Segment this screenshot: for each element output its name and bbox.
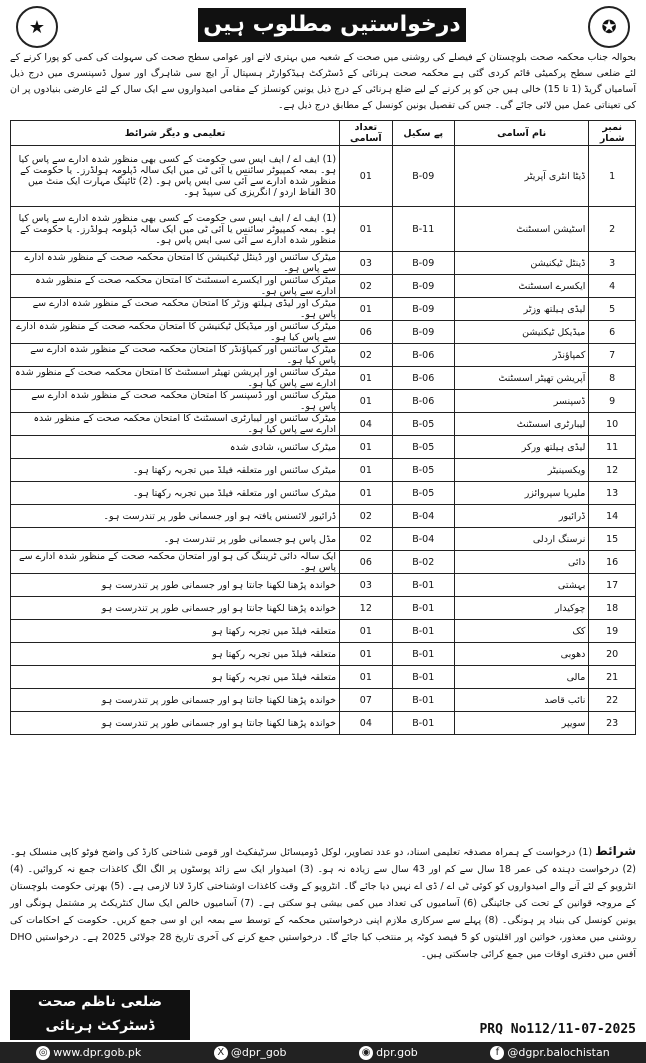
cell-post-name: چوکیدار [454, 597, 589, 620]
cell-scale: B-01 [392, 712, 454, 735]
table-row [11, 459, 636, 482]
cell-post-name: ڈینٹل ٹیکنیشن [454, 252, 589, 275]
cell-post-name: ڈسپنسر [454, 390, 589, 413]
cell-requirements: خواندہ پڑھنا لکھنا جانتا ہو اور جسمانی طور پر تندرست ہو [11, 574, 340, 597]
cell-requirements: ایک سالہ دائی ٹریننگ کی ہو اور امتحان محکمہ صحت کے منظور شدہ ادارے سے پاس ہو۔ [11, 551, 340, 574]
cell-serial: 8 [589, 367, 636, 390]
cell-serial: 12 [589, 459, 636, 482]
cell-count: 01 [340, 207, 393, 252]
cell-post-name: ڈیٹا انٹری آپریٹر [454, 146, 589, 207]
table-row [11, 689, 636, 712]
cell-requirements: (1) ایف اے / ایف ایس سی حکومت کے کسی بھی منظور شدہ ادارے سے پاس کیا ہو۔ بمعہ کمپیوٹر سائنس یا آئی ٹی میں ایک سالہ ڈپلومہ ہولڈرز۔ یا حکومت کے منظور شدہ ادارے سے آئی سی ایس پاس ہو۔ [11, 207, 340, 252]
cell-count: 04 [340, 712, 393, 735]
cell-requirements: میٹرک سائنس اور میڈیکل ٹیکنیشن کا امتحان محکمہ صحت کے منظور شدہ ادارے سے پاس کیا ہو۔ [11, 321, 340, 344]
cell-post-name: نائب قاصد [454, 689, 589, 712]
cell-requirements: میٹرک سائنس اور ڈسپنسر کا امتحان محکمہ صحت کے منظور شدہ ادارے سے پاس ہو۔ [11, 390, 340, 413]
header-requirements: تعلیمی و دیگر شرائط [11, 121, 340, 146]
cell-count: 01 [340, 643, 393, 666]
cell-scale: B-06 [392, 344, 454, 367]
cell-requirements: میٹرک سائنس اور ایکسرے اسسٹنٹ کا امتحان محکمہ صحت کے منظور شدہ ادارے سے پاس ہو۔ [11, 275, 340, 298]
cell-serial: 5 [589, 298, 636, 321]
cell-scale: B-11 [392, 207, 454, 252]
cell-scale: B-05 [392, 436, 454, 459]
cell-serial: 4 [589, 275, 636, 298]
cell-scale: B-01 [392, 574, 454, 597]
table-row [11, 666, 636, 689]
table-row [11, 482, 636, 505]
cell-count: 02 [340, 275, 393, 298]
globe-icon: ◎ [36, 1046, 50, 1060]
table-row [11, 712, 636, 735]
footer-facebook-text: @dgpr.balochistan [507, 1046, 610, 1059]
cell-scale: B-01 [392, 597, 454, 620]
cell-post-name: ڈرائیور [454, 505, 589, 528]
conditions-text: (1) درخواست کے ہمراہ مصدقہ تعلیمی اسناد، دو عدد تصاویر، لوکل ڈومیسائل سرٹیفکیٹ اور قومی شناختی کارڈ کی واضح فوٹو کاپی منسلک ہو۔ (2) درخواست دہندہ کی عمر 18 سال سے کم اور 43 سال سے زیادہ نہ ہو۔ (3) امیدوار ایک سے زائد پوسٹوں پر الگ الگ کاغذات جمع نہ کروائیں۔ (4) انٹرویو کے لئے آنے والے امیدواروں کو کوئی ٹی اے / ڈی اے نہیں دیا جائے گا۔ انٹرویو کے وقت کاغذات اوشناختی کارڈ لانا لازمی ہے۔ (5) بھرتی حکومت بلوچستان کے مروجہ قوانین کے تحت کی جائینگی (6) آسامیوں کی تعداد میں کمی بیشی ہو سکتی ہے۔ (7) آسامیوں خالص ایک سال کنٹریکٹ پر مشتمل ہونگی اور یونین کونسل کی بنیاد پر ہونگی۔ (8) پہلے سے سرکاری ملازم اپنی درخواستیں محکمہ کے توسط سے بمعہ این او سی جمع کریں۔ حکومت کے احکامات کی روشنی میں معذور، خواتین اور اقلیتوں کو 5 فیصد کوٹہ پر منتخب کیا جائے گا۔ درخواستیں جمع کرنے کی آخری تاریخ 28 جولائی 2025 ہے۔ درخواستیں DHO آفس میں دفتری اوقات میں جمع کرائی جاسکتی ہیں۔ [10, 847, 637, 960]
cell-count: 02 [340, 505, 393, 528]
cell-serial: 7 [589, 344, 636, 367]
cell-count: 03 [340, 252, 393, 275]
cell-scale: B-01 [392, 620, 454, 643]
cell-post-name: لیبارٹری اسسٹنٹ [454, 413, 589, 436]
cell-count: 06 [340, 551, 393, 574]
footer-instagram-text: dpr.gob [376, 1046, 418, 1059]
footer-twitter-text: @dpr_gob [230, 1046, 287, 1059]
table-row [11, 620, 636, 643]
instagram-icon: ◉ [359, 1046, 373, 1060]
cell-requirements: میٹرک اور لیڈی ہیلتھ وزٹر کا امتحان محکمہ صحت کے منظور شدہ ادارے سے پاس ہو۔ [11, 298, 340, 321]
cell-requirements: متعلقہ فیلڈ میں تجربہ رکھتا ہو [11, 666, 340, 689]
cell-serial: 2 [589, 207, 636, 252]
cell-count: 07 [340, 689, 393, 712]
cell-requirements: متعلقہ فیلڈ میں تجربہ رکھتا ہو [11, 620, 340, 643]
cell-post-name: دائی [454, 551, 589, 574]
cell-count: 12 [340, 597, 393, 620]
cell-requirements: میٹرک سائنس اور ڈینٹل ٹیکنیشن کا امتحان محکمہ صحت کے منظور شدہ ادارے سے پاس ہو۔ [11, 252, 340, 275]
cell-count: 01 [340, 482, 393, 505]
cell-requirements: میٹرک سائنس اور کمپاؤنڈر کا امتحان محکمہ صحت کے منظور شدہ ادارے سے پاس کیا ہو۔ [11, 344, 340, 367]
cell-count: 04 [340, 413, 393, 436]
cell-count: 02 [340, 344, 393, 367]
emblem-icon: ★ [16, 6, 58, 48]
header-count: تعداد آسامی [340, 121, 393, 146]
page-title: درخواستیں مطلوب ہیں [198, 8, 466, 42]
cell-post-name: بہشتی [454, 574, 589, 597]
table-row [11, 528, 636, 551]
footer-website-text: www.dpr.gob.pk [53, 1046, 142, 1059]
cell-post-name: میڈیکل ٹیکنیشن [454, 321, 589, 344]
header [8, 6, 638, 46]
cell-serial: 6 [589, 321, 636, 344]
signature-line-1: ضلعی ناظم صحت [37, 994, 163, 1010]
cell-post-name: ملیریا سپروائزر [454, 482, 589, 505]
cell-requirements: میٹرک سائنس اور متعلقہ فیلڈ میں تجربہ رکھتا ہو۔ [11, 459, 340, 482]
cell-serial: 21 [589, 666, 636, 689]
cell-scale: B-01 [392, 643, 454, 666]
cell-count: 06 [340, 321, 393, 344]
cell-serial: 9 [589, 390, 636, 413]
footer-website[interactable] [36, 1046, 141, 1060]
cell-scale: B-09 [392, 252, 454, 275]
cell-count: 01 [340, 620, 393, 643]
cell-serial: 20 [589, 643, 636, 666]
cell-serial: 16 [589, 551, 636, 574]
signature-line-2: ڈسٹرکٹ ہرنائی [45, 1018, 155, 1034]
cell-post-name: لیڈی ہیلتھ وزٹر [454, 298, 589, 321]
cell-post-name: مالی [454, 666, 589, 689]
cell-post-name: نرسنگ اردلی [454, 528, 589, 551]
header-scale: پے سکیل [392, 121, 454, 146]
table-header-row [11, 121, 636, 146]
cell-scale: B-01 [392, 689, 454, 712]
twitter-icon: X [214, 1046, 228, 1060]
cell-post-name: کمپاؤنڈر [454, 344, 589, 367]
table-row [11, 146, 636, 207]
conditions-label: شرائط [595, 844, 636, 858]
cell-post-name: اسٹیشن اسسٹنٹ [454, 207, 589, 252]
table-row [11, 207, 636, 252]
crest-icon: ✪ [588, 6, 630, 48]
table-row [11, 367, 636, 390]
cell-count: 01 [340, 146, 393, 207]
table-row [11, 390, 636, 413]
table-row [11, 413, 636, 436]
intro-paragraph: بحوالہ جناب محکمہ صحت بلوچستان کے فیصلے کی روشنی میں صحت کے شعبہ میں بہتری لانے اور عوامی سطح صحت کی سہولت کی کمی کو پورا کرنے کے لئے ضلعی سطح پرکمیٹی قائم کردی گئی ہے محکمہ صحت ہرنائی کے ڈسٹرکٹ ہیڈکوارٹر ہسپتال آر ایچ سی شاہرگ اور سول ڈسپنسری میں درج ذیل آسامیاں گریڈ (1 تا 15) خالی ہیں جن کو پر کرنے کے لیے ضلع ہرنائی کے درج ذیل یونین کونسلز کے مقامی امیدواروں سے ایک سال کے لئے عارضی بنیادوں پر ان کی تعیناتی عمل میں لائی جائے گی۔ جس کی تفصیل یونین کونسل کے مطابق درج ذیل ہے۔ [10, 52, 636, 111]
cell-scale: B-05 [392, 459, 454, 482]
cell-serial: 19 [589, 620, 636, 643]
table-row [11, 344, 636, 367]
cell-count: 01 [340, 390, 393, 413]
cell-requirements: (1) ایف اے / ایف ایس سی حکومت کے کسی بھی منظور شدہ ادارے سے پاس کیا ہو۔ بمعہ کمپیوٹر سائنس یا آئی ٹی میں ایک سالہ ڈپلومہ ہولڈرز۔ یا حکومت کے منظور شدہ ادارے سے آئی سی ایس پاس ہو۔ (2) ٹائپنگ مہارت ایک منٹ میں 30 الفاظ اردو / انگریزی کی سپیڈ ہو۔ [11, 146, 340, 207]
cell-serial: 10 [589, 413, 636, 436]
cell-post-name: کک [454, 620, 589, 643]
table-row [11, 551, 636, 574]
cell-count: 02 [340, 528, 393, 551]
table-row [11, 505, 636, 528]
vacancy-table [10, 120, 636, 735]
cell-requirements: مڈل پاس ہو جسمانی طور پر تندرست ہو۔ [11, 528, 340, 551]
cell-requirements: میٹرک سائنس، شادی شدہ [11, 436, 340, 459]
cell-serial: 1 [589, 146, 636, 207]
conditions-section [10, 843, 636, 963]
cell-count: 03 [340, 574, 393, 597]
footer-facebook[interactable] [490, 1046, 609, 1060]
cell-serial: 15 [589, 528, 636, 551]
cell-scale: B-04 [392, 505, 454, 528]
footer-twitter[interactable] [214, 1046, 287, 1060]
cell-scale: B-06 [392, 390, 454, 413]
cell-serial: 22 [589, 689, 636, 712]
footer-instagram[interactable] [359, 1046, 418, 1060]
table-row [11, 321, 636, 344]
cell-requirements: خواندہ پڑھنا لکھنا جانتا ہو اور جسمانی طور پر تندرست ہو [11, 689, 340, 712]
footer-bar [0, 1042, 646, 1063]
cell-requirements: متعلقہ فیلڈ میں تجربہ رکھتا ہو [11, 643, 340, 666]
cell-scale: B-09 [392, 321, 454, 344]
cell-requirements: خواندہ پڑھنا لکھنا جانتا ہو اور جسمانی طور پر تندرست ہو [11, 597, 340, 620]
table-row [11, 275, 636, 298]
cell-serial: 3 [589, 252, 636, 275]
cell-count: 01 [340, 459, 393, 482]
cell-count: 01 [340, 367, 393, 390]
cell-scale: B-09 [392, 298, 454, 321]
facebook-icon: f [490, 1046, 504, 1060]
table-row [11, 643, 636, 666]
cell-scale: B-06 [392, 367, 454, 390]
cell-count: 01 [340, 666, 393, 689]
cell-requirements: میٹرک سائنس اور آپریشن تھیٹر اسسٹنٹ کا امتحان محکمہ صحت کے منظور شدہ ادارے سے پاس کیا ہو۔ [11, 367, 340, 390]
cell-post-name: ایکسرے اسسٹنٹ [454, 275, 589, 298]
cell-post-name: سویپر [454, 712, 589, 735]
table-row [11, 298, 636, 321]
cell-count: 01 [340, 436, 393, 459]
cell-scale: B-09 [392, 146, 454, 207]
header-post-name: نام آسامی [454, 121, 589, 146]
cell-scale: B-09 [392, 275, 454, 298]
cell-requirements: میٹرک سائنس اور لیبارٹری اسسٹنٹ کا امتحان محکمہ صحت کے منظور شدہ ادارے سے پاس کیا ہو۔ [11, 413, 340, 436]
prq-number: PRQ No112/11-07-2025 [479, 1022, 636, 1037]
signature-block [10, 990, 190, 1040]
cell-serial: 13 [589, 482, 636, 505]
cell-count: 01 [340, 298, 393, 321]
table-row [11, 597, 636, 620]
cell-serial: 17 [589, 574, 636, 597]
table-row [11, 436, 636, 459]
cell-serial: 11 [589, 436, 636, 459]
cell-requirements: ڈرائیور لائسنس یافتہ ہو اور جسمانی طور پر تندرست ہو۔ [11, 505, 340, 528]
cell-requirements: میٹرک سائنس اور متعلقہ فیلڈ میں تجربہ رکھتا ہو۔ [11, 482, 340, 505]
cell-post-name: آپریشن تھیٹر اسسٹنٹ [454, 367, 589, 390]
cell-scale: B-02 [392, 551, 454, 574]
header-serial: نمبر شمار [589, 121, 636, 146]
cell-requirements: خواندہ پڑھنا لکھنا جانتا ہو اور جسمانی طور پر تندرست ہو [11, 712, 340, 735]
cell-serial: 14 [589, 505, 636, 528]
table-row [11, 252, 636, 275]
cell-scale: B-01 [392, 666, 454, 689]
cell-serial: 23 [589, 712, 636, 735]
table-row [11, 574, 636, 597]
cell-post-name: ویکسینیٹر [454, 459, 589, 482]
cell-serial: 18 [589, 597, 636, 620]
cell-post-name: دھوبی [454, 643, 589, 666]
cell-scale: B-04 [392, 528, 454, 551]
cell-post-name: لیڈی ہیلتھ ورکر [454, 436, 589, 459]
cell-scale: B-05 [392, 482, 454, 505]
cell-scale: B-05 [392, 413, 454, 436]
